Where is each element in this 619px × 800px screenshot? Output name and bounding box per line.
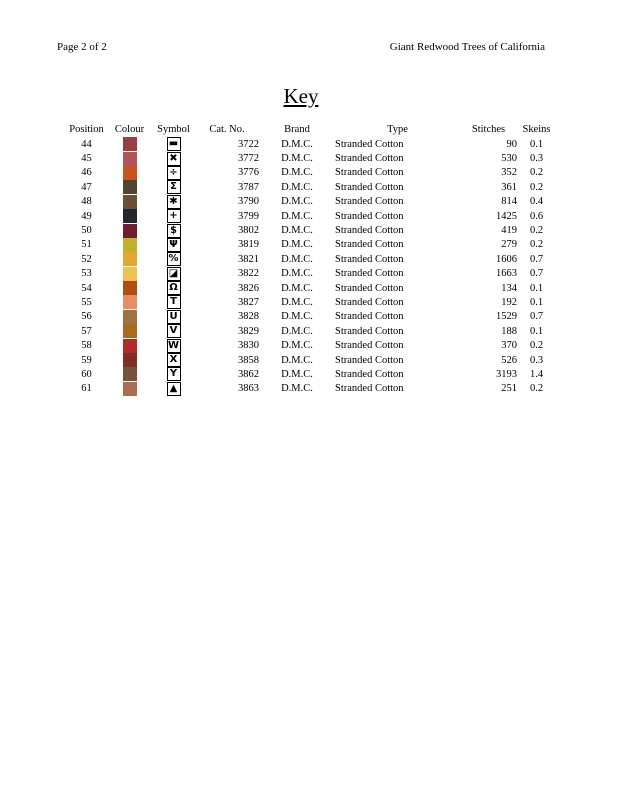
colour-swatch [123,267,137,281]
stitches-cell: 192 [501,296,517,308]
key-heading: Key [283,84,319,108]
table-row [66,166,556,180]
type-cell: Stranded Cotton [335,296,404,308]
stitches-cell: 90 [506,138,517,150]
colour-cell [107,367,152,381]
colour-cell [107,382,152,396]
stitches-cell: 361 [501,181,517,193]
cat-no-cell: 3790 [238,196,259,208]
colour-cell [107,151,152,165]
table-row [66,353,556,367]
stitches-cell: 1606 [496,253,517,265]
stitches-cell: 370 [501,340,517,352]
brand-cell: D.M.C. [281,225,313,237]
type-cell: Stranded Cotton [335,383,404,395]
cat-no-cell: 3787 [238,181,259,193]
table-row [66,238,556,252]
stitch-symbol-icon: ✱ [167,195,181,209]
brand-cell: D.M.C. [281,239,313,251]
symbol-cell [152,310,195,324]
table-row [66,151,556,165]
stitches-cell: 279 [501,239,517,251]
skeins-cell: 0.7 [529,311,544,323]
table-row [66,137,556,151]
type-cell: Stranded Cotton [335,210,404,222]
stitch-symbol-icon: Ψ [167,238,181,252]
skeins-cell: 0.6 [529,210,544,222]
colour-cell [107,238,152,252]
brand-cell: D.M.C. [281,311,313,323]
type-cell: Stranded Cotton [335,196,404,208]
colour-swatch [123,281,137,295]
colour-swatch [123,252,137,266]
brand-cell: D.M.C. [281,383,313,395]
colour-cell [107,353,152,367]
stitch-symbol-icon: $ [167,224,181,238]
symbol-cell [152,151,195,165]
symbol-cell [152,137,195,151]
skeins-cell: 0.2 [529,383,544,395]
stitch-symbol-icon: X [167,353,181,367]
cat-no-cell: 3826 [238,282,259,294]
symbol-cell [152,180,195,194]
stitches-cell: 188 [501,325,517,337]
position-cell: 54 [81,282,92,294]
stitch-symbol-icon: ÷ [167,166,181,180]
brand-cell: D.M.C. [281,296,313,308]
position-cell: 49 [81,210,92,222]
cat-no-cell: 3828 [238,311,259,323]
type-cell: Stranded Cotton [335,282,404,294]
cat-no-cell: 3858 [238,354,259,366]
stitch-symbol-icon: % [168,253,179,265]
cat-no-cell: 3799 [238,210,259,222]
key-table [66,122,556,396]
colour-swatch [123,382,137,396]
brand-cell: D.M.C. [281,354,313,366]
symbol-cell [152,209,195,223]
symbol-cell [152,281,195,295]
colour-swatch [123,180,137,194]
colour-swatch [123,353,137,367]
stitches-cell: 1663 [496,268,517,280]
position-cell: 52 [81,253,92,265]
brand-cell: D.M.C. [281,253,313,265]
colour-cell [107,281,152,295]
position-cell: 58 [81,340,92,352]
symbol-cell [152,382,195,396]
skeins-cell: 0.2 [529,167,544,179]
symbol-cell [152,324,195,338]
symbol-cell [152,195,195,209]
position-cell: 53 [81,268,92,280]
colour-swatch [123,224,137,238]
table-row [66,180,556,194]
cat-no-cell: 3829 [238,325,259,337]
stitch-symbol-icon: ▲ [167,382,181,396]
colour-cell [107,267,152,281]
key-table-body [66,137,556,396]
position-cell: 56 [81,311,92,323]
skeins-cell: 0.2 [529,239,544,251]
skeins-header: Skeins [522,124,551,135]
colour-cell [107,324,152,338]
table-row [66,324,556,338]
colour-cell [107,252,152,266]
table-row [66,367,556,381]
header-row [66,122,556,137]
type-cell: Stranded Cotton [335,225,404,237]
stitches-header: Stitches [471,124,506,135]
table-row [66,195,556,209]
colour-swatch [123,295,137,309]
stitch-symbol-icon: Y [167,367,181,381]
stitch-symbol-icon: ◪ [167,267,181,281]
brand-cell: D.M.C. [281,340,313,352]
colour-swatch [123,137,137,151]
brand-cell: D.M.C. [281,167,313,179]
colour-swatch [123,367,137,381]
table-row [66,310,556,324]
position-cell: 50 [81,225,92,237]
cat-no-cell: 3863 [238,383,259,395]
colour-cell [107,180,152,194]
type-cell: Stranded Cotton [335,181,404,193]
stitch-symbol-icon: ▬ [167,137,181,151]
symbol-cell [152,252,195,266]
brand-cell: D.M.C. [281,138,313,150]
symbol-cell [152,367,195,381]
colour-cell [107,338,152,352]
skeins-cell: 0.3 [529,153,544,165]
position-cell: 51 [81,239,92,251]
position-cell: 48 [81,196,92,208]
type-cell: Stranded Cotton [335,239,404,251]
position-cell: 60 [81,368,92,380]
table-row [66,252,556,266]
stitch-symbol-icon: + [167,209,181,223]
colour-cell [107,209,152,223]
symbol-cell [152,238,195,252]
type-header: Type [387,124,408,135]
table-row [66,281,556,295]
skeins-cell: 0.1 [529,296,544,308]
position-cell: 47 [81,181,92,193]
cat-no-cell: 3862 [238,368,259,380]
stitch-symbol-icon: Ω [167,281,181,295]
type-cell: Stranded Cotton [335,311,404,323]
position-cell: 59 [81,354,92,366]
colour-cell [107,310,152,324]
cat-no-header: Cat. No. [209,124,245,135]
brand-cell: D.M.C. [281,268,313,280]
skeins-cell: 0.7 [529,253,544,265]
skeins-cell: 0.1 [529,138,544,150]
brand-cell: D.M.C. [281,153,313,165]
stitches-cell: 1425 [496,210,517,222]
stitch-symbol-icon: U [167,310,181,324]
brand-cell: D.M.C. [281,181,313,193]
position-cell: 61 [81,383,92,395]
stitch-symbol-icon: Σ [167,180,181,194]
brand-header: Brand [284,124,310,135]
symbol-header: Symbol [157,124,190,135]
cat-no-cell: 3822 [238,268,259,280]
table-row [66,295,556,309]
colour-swatch [123,339,137,353]
colour-swatch [123,152,137,166]
colour-cell [107,223,152,237]
symbol-cell [152,166,195,180]
skeins-cell: 1.4 [529,368,544,380]
document-title: Giant Redwood Trees of California [389,41,545,53]
skeins-cell: 0.1 [529,282,544,294]
position-cell: 57 [81,325,92,337]
table-row [66,209,556,223]
position-header: Position [69,124,104,135]
stitches-cell: 419 [501,225,517,237]
brand-cell: D.M.C. [281,196,313,208]
type-cell: Stranded Cotton [335,340,404,352]
brand-cell: D.M.C. [281,282,313,294]
brand-cell: D.M.C. [281,368,313,380]
type-cell: Stranded Cotton [335,354,404,366]
type-cell: Stranded Cotton [335,368,404,380]
brand-cell: D.M.C. [281,210,313,222]
colour-swatch [123,166,137,180]
table-row [66,382,556,396]
skeins-cell: 0.7 [529,268,544,280]
cat-no-cell: 3830 [238,340,259,352]
symbol-cell [152,353,195,367]
colour-swatch [123,195,137,209]
symbol-cell [152,223,195,237]
colour-swatch [123,209,137,223]
stitches-cell: 530 [501,153,517,165]
type-cell: Stranded Cotton [335,153,404,165]
stitches-cell: 3193 [496,368,517,380]
cat-no-cell: 3772 [238,153,259,165]
symbol-cell [152,267,195,281]
skeins-cell: 0.2 [529,225,544,237]
type-cell: Stranded Cotton [335,268,404,280]
cat-no-cell: 3802 [238,225,259,237]
cat-no-cell: 3776 [238,167,259,179]
stitch-symbol-icon: V [167,324,181,338]
cat-no-cell: 3722 [238,138,259,150]
colour-swatch [123,238,137,252]
brand-cell: D.M.C. [281,325,313,337]
colour-cell [107,195,152,209]
skeins-cell: 0.3 [529,354,544,366]
skeins-cell: 0.1 [529,325,544,337]
stitches-cell: 526 [501,354,517,366]
stitches-cell: 352 [501,167,517,179]
page-number: Page 2 of 2 [57,41,107,53]
stitches-cell: 251 [501,383,517,395]
skeins-cell: 0.2 [529,181,544,193]
stitches-cell: 814 [501,196,517,208]
symbol-cell [152,295,195,309]
position-cell: 46 [81,167,92,179]
colour-header: Colour [114,124,145,135]
colour-cell [107,166,152,180]
cat-no-cell: 3819 [238,239,259,251]
colour-swatch [123,310,137,324]
position-cell: 44 [81,138,92,150]
type-cell: Stranded Cotton [335,325,404,337]
colour-cell [107,295,152,309]
cat-no-cell: 3821 [238,253,259,265]
stitch-symbol-icon: ✖ [167,152,181,166]
position-cell: 55 [81,296,92,308]
cat-no-cell: 3827 [238,296,259,308]
position-cell: 45 [81,153,92,165]
type-cell: Stranded Cotton [335,167,404,179]
key-table-header [66,122,556,137]
type-cell: Stranded Cotton [335,253,404,265]
table-row [66,223,556,237]
skeins-cell: 0.2 [529,340,544,352]
stitch-symbol-icon: T [167,295,181,309]
stitches-cell: 134 [501,282,517,294]
table-row [66,338,556,352]
colour-swatch [123,324,137,338]
type-cell: Stranded Cotton [335,138,404,150]
table-row [66,267,556,281]
symbol-cell [152,338,195,352]
stitch-symbol-icon: W [167,339,180,351]
stitches-cell: 1529 [496,311,517,323]
skeins-cell: 0.4 [529,196,544,208]
colour-cell [107,137,152,151]
